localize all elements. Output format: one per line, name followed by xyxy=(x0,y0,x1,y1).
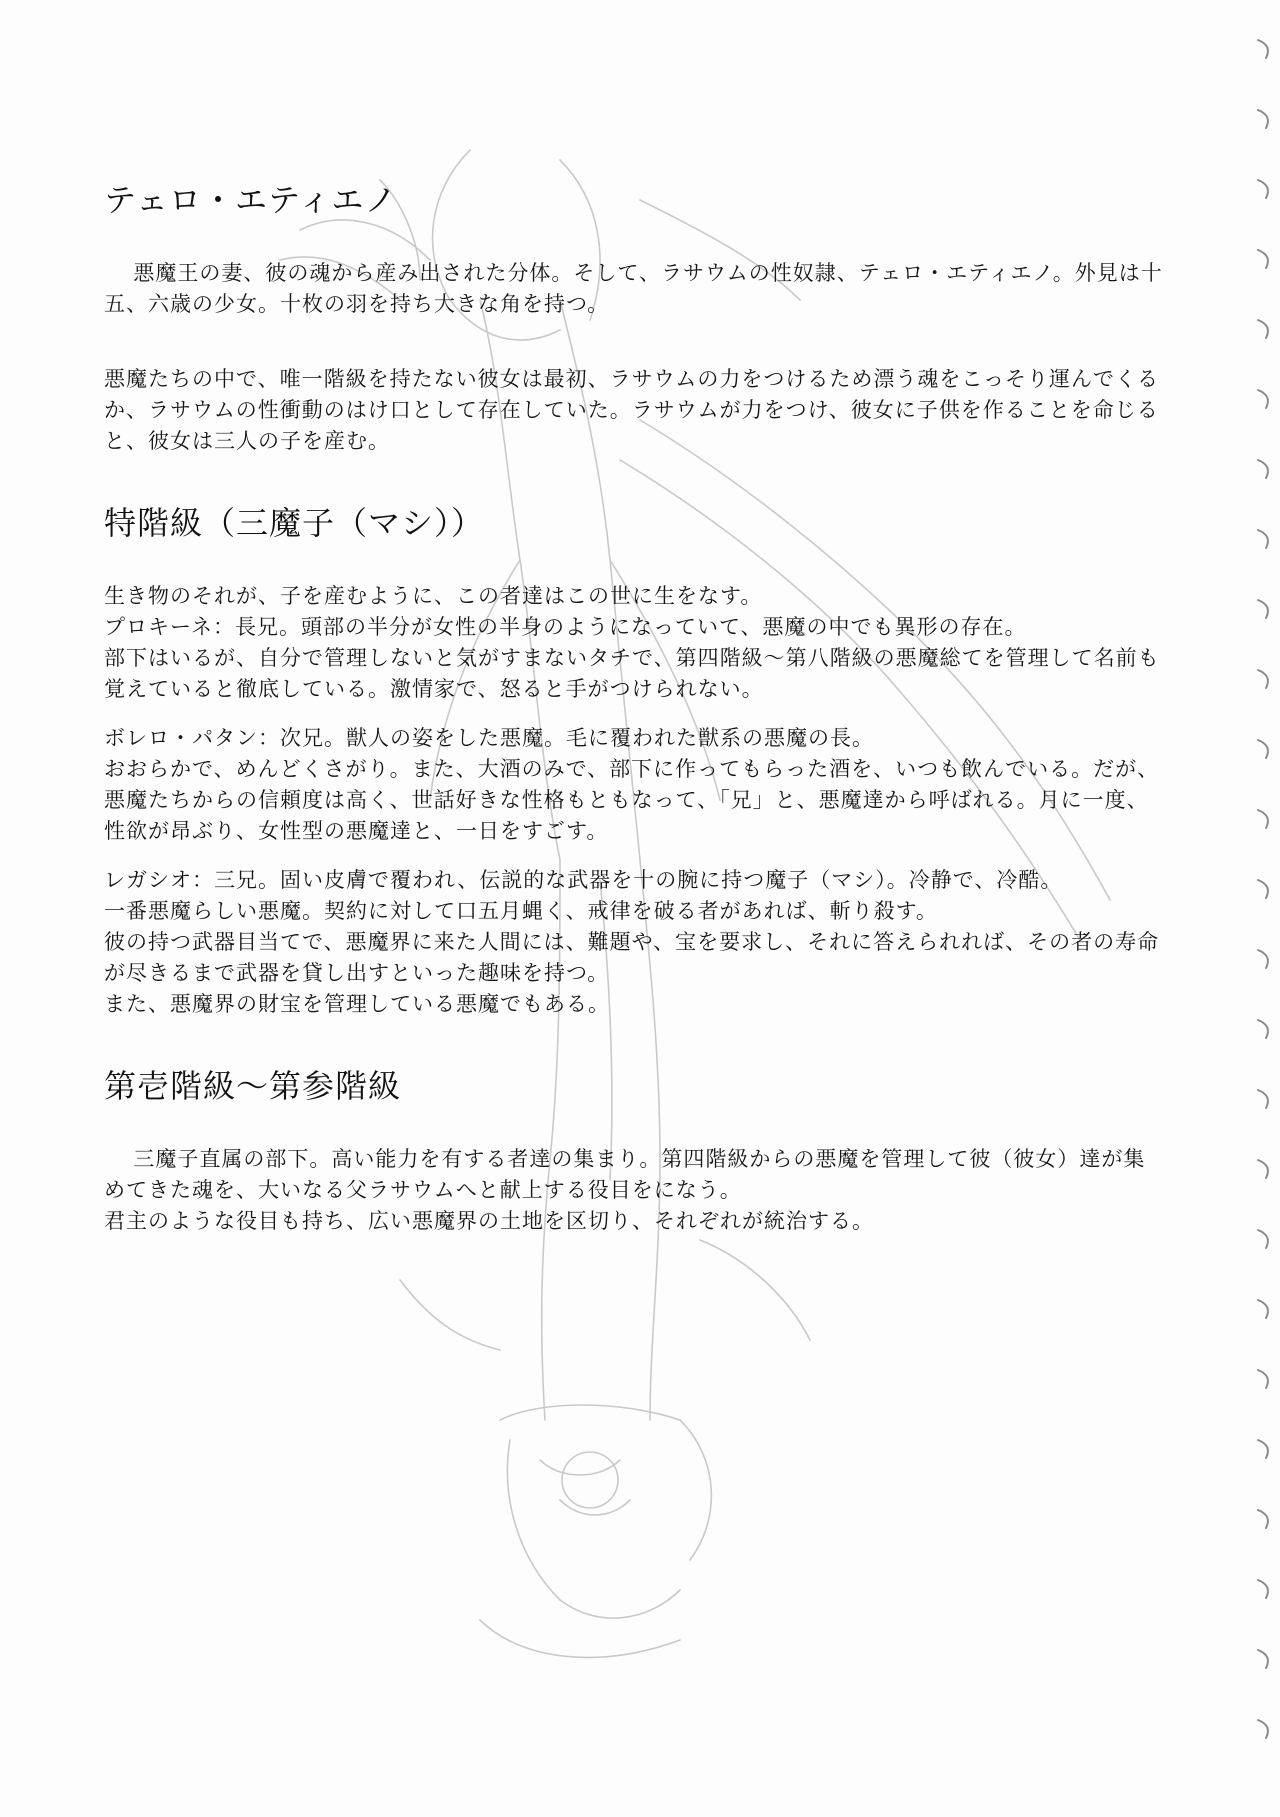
special-rank-intro: 生き物のそれが、子を産むように、この者達はこの世に生をなす。 xyxy=(104,584,763,608)
regashio-detail-1: 一番悪魔らしい悪魔。契約に対して口五月蝿く、戒律を破る者があれば、斬り殺す。 xyxy=(104,899,938,923)
section-heading-special-rank: 特階級（三魔子（マシ）） xyxy=(104,504,485,542)
borero-description: ボレロ・パタン：次兄。獣人の姿をした悪魔。毛に覆われた獣系の悪魔の長。 xyxy=(104,726,874,750)
regashio-detail-3: また、悪魔界の財宝を管理している悪魔でもある。 xyxy=(104,992,610,1016)
binding-edge xyxy=(1240,0,1280,1817)
section-heading-first-to-third-rank: 第壱階級～第参階級 xyxy=(104,1067,402,1105)
borero-detail: おおらかで、めんどくさがり。また、大酒のみで、部下に作ってもらった酒を、いつも飲んでいる。だが、悪魔たちからの信頼度は高く、世話好きな性格もともなって、「兄」と、悪魔達から呼ばれる。月に一度、性欲が昂ぶり、女性型の悪魔達と、一日をすごす。 xyxy=(104,757,1160,843)
tero-paragraph-1: 悪魔王の妻、彼の魂から産み出された分体。そして、ラサウムの性奴隷、テェロ・エティエノ。外見は十五、六歳の少女。十枚の羽を持ち大きな角を持つ。 xyxy=(104,261,1163,316)
prokine-detail: 部下はいるが、自分で管理しないと気がすまないタチで、第四階級～第八階級の悪魔総てを管理して名前も覚えていると徹底している。激情家で、怒ると手がつけられない。 xyxy=(104,646,1160,701)
ranks-paragraph-2: 君主のような役目も持ち、広い悪魔界の土地を区切り、それぞれが統治する。 xyxy=(104,1209,874,1233)
prokine-description: プロキーネ：長兄。頭部の半分が女性の半身のようになっていて、悪魔の中でも異形の存在。 xyxy=(104,615,1027,639)
regashio-description: レガシオ：三兄。固い皮膚で覆われ、伝説的な武器を十の腕に持つ魔子（マシ）。冷静で、冷酷。 xyxy=(104,868,1063,892)
tero-paragraph-2: 悪魔たちの中で、唯一階級を持たない彼女は最初、ラサウムの力をつけるため漂う魂をこっそり運んでくるか、ラサウムの性衝動のはけ口として存在していた。ラサウムが力をつけ、彼女に子供を作ることを命じると、彼女は三人の子を産む。 xyxy=(104,367,1159,453)
section-heading-tero: テェロ・エティエノ xyxy=(104,181,398,219)
regashio-detail-2: 彼の持つ武器目当てで、悪魔界に来た人間には、難題や、宝を要求し、それに答えられれば、その者の寿命が尽きるまで武器を貸し出すといった趣味を持つ。 xyxy=(104,930,1160,985)
ranks-paragraph-1: 三魔子直属の部下。高い能力を有する者達の集まり。第四階級からの悪魔を管理して彼（彼女）達が集めてきた魂を、大いなる父ラサウムへと献上する役目をになう。 xyxy=(104,1147,1146,1202)
text-content xyxy=(104,178,1164,1237)
